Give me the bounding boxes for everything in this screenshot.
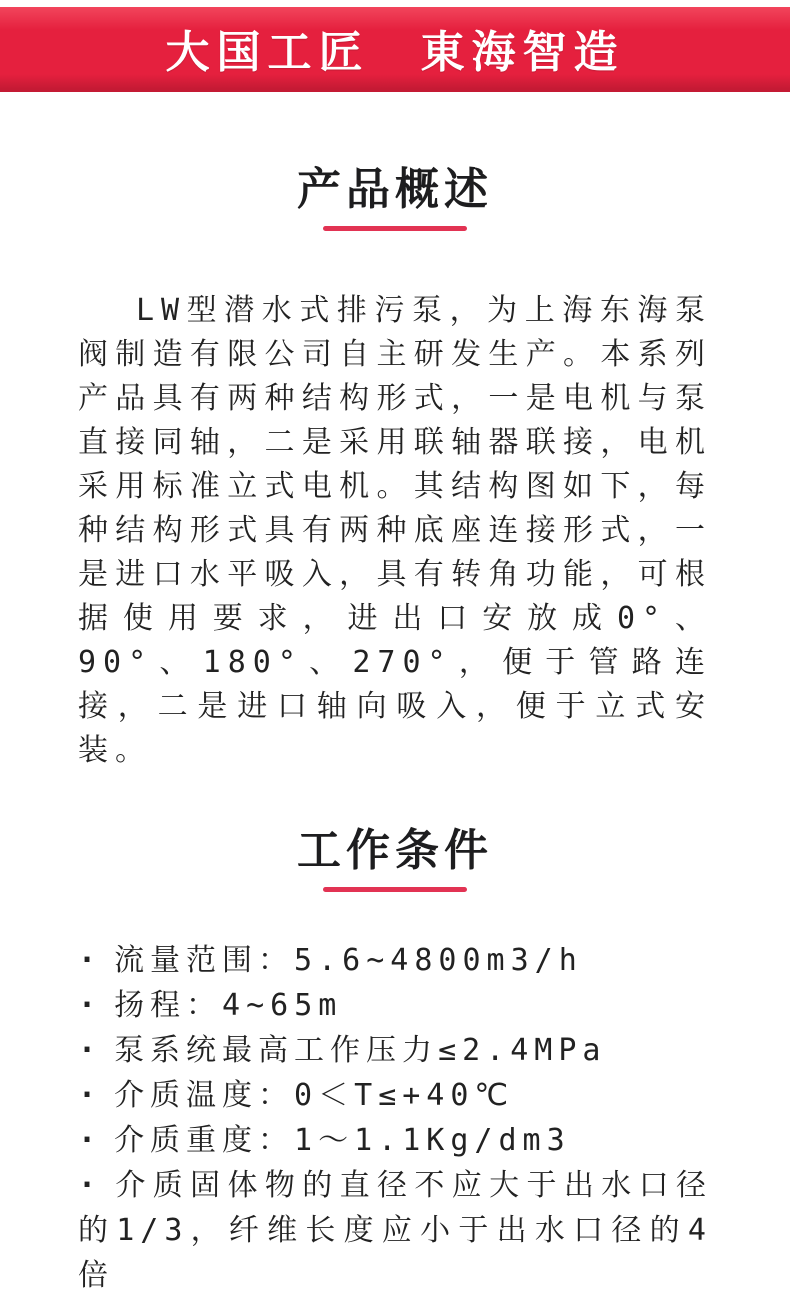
spec-text-medium-temperature: 介质温度：0＜T≤+40℃ xyxy=(114,1078,515,1113)
spec-text-medium-density: 介质重度：1～1.1Kg/dm3 xyxy=(114,1123,571,1158)
banner-title: 大国工匠 東海智造 xyxy=(165,28,625,77)
bullet-icon: · xyxy=(78,1078,103,1113)
section-working-conditions xyxy=(78,826,712,1298)
spec-item-medium-density xyxy=(78,1118,712,1163)
spec-text-head: 扬程：4~65m xyxy=(114,988,343,1023)
bullet-icon: · xyxy=(78,1168,103,1203)
spec-item-flow-range xyxy=(78,938,712,983)
overview-title-underline xyxy=(323,226,467,231)
bullet-icon: · xyxy=(78,943,103,978)
content xyxy=(0,165,790,1298)
spec-item-medium-temperature xyxy=(78,1073,712,1118)
conditions-section-title: 工作条件 xyxy=(297,826,493,875)
overview-section-title: 产品概述 xyxy=(297,165,493,214)
spec-list xyxy=(78,938,712,1298)
section-product-overview xyxy=(78,165,712,773)
spec-item-head xyxy=(78,983,712,1028)
spec-text-flow-range: 流量范围：5.6~4800m3/h xyxy=(114,943,583,978)
overview-paragraph: LW型潜水式排污泵，为上海东海泵阀制造有限公司自主研发生产。本系列产品具有两种结构形式，一是电机与泵直接同轴，二是采用联轴器联接，电机采用标准立式电机。其结构图如下，每种结构形式具有两种底座连接形式，一是进口水平吸入，具有转角功能，可根据使用要求，进出口安放成0°、90°、180°、270°，便于管路连接，二是进口轴向吸入，便于立式安装。 xyxy=(78,293,712,768)
top-banner xyxy=(0,7,790,92)
spec-item-solids-size xyxy=(78,1163,712,1298)
spec-item-max-pressure xyxy=(78,1028,712,1073)
conditions-title-underline xyxy=(323,887,467,892)
bullet-icon: · xyxy=(78,1123,103,1158)
spec-text-solids-size: 介质固体物的直径不应大于出水口径的1/3，纤维长度应小于出水口径的4倍 xyxy=(78,1168,712,1293)
product-detail-page xyxy=(0,7,790,1298)
spec-text-max-pressure: 泵系统最高工作压力≤2.4MPa xyxy=(114,1033,607,1068)
bullet-icon: · xyxy=(78,988,103,1023)
bullet-icon: · xyxy=(78,1033,103,1068)
